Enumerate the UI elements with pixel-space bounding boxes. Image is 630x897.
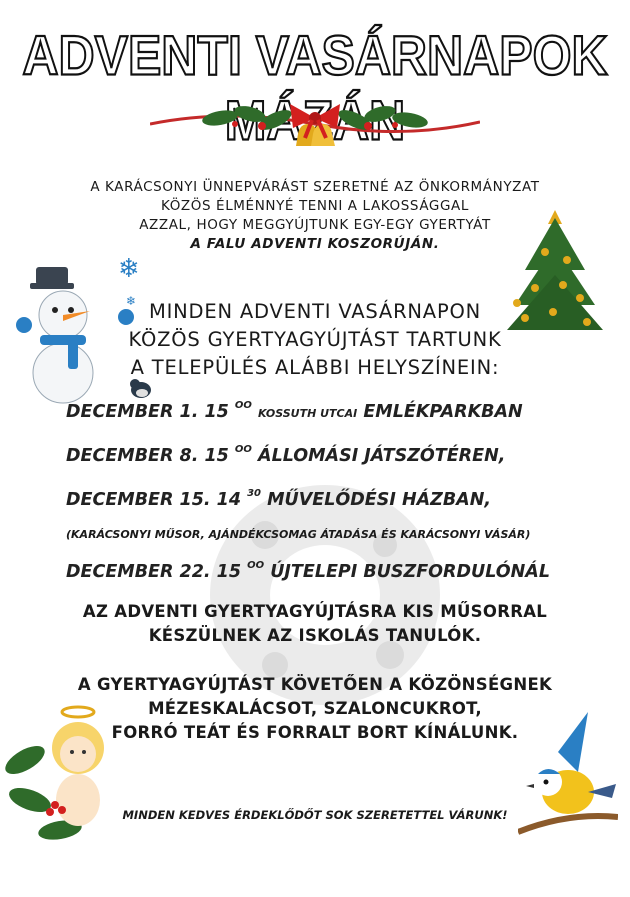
event-place-prefix: KOSSUTH UTCAI xyxy=(258,407,358,420)
event-date: DECEMBER 8. 15 xyxy=(66,446,229,466)
event-place: MŰVELŐDÉSI HÁZBAN, xyxy=(267,490,492,510)
event-dec-8 xyxy=(66,444,626,466)
event-time-sup: OO xyxy=(234,444,252,455)
small-bird-icon xyxy=(126,374,156,402)
holly-bells-garland xyxy=(150,98,480,164)
intro-line-4: A FALU ADVENTI KOSZORÚJÁN. xyxy=(190,236,440,252)
event-date: DECEMBER 1. 15 xyxy=(66,402,229,422)
event-place: ÚJTELEPI BUSZFORDULÓNÁL xyxy=(270,562,550,582)
event-dec-22 xyxy=(66,560,626,582)
poster-title: ADVENTI VASÁRNAPOK xyxy=(22,24,608,87)
event-date: DECEMBER 22. 15 xyxy=(66,562,241,582)
event-note: (KARÁCSONYI MŰSOR, AJÁNDÉKCSOMAG ÁTADÁSA ÉS KARÁCSONYI VÁSÁR) xyxy=(66,528,531,541)
event-time-sup: OO xyxy=(247,560,265,571)
heading-line-3: A TELEPÜLÉS ALÁBBI HELYSZÍNEIN: xyxy=(130,356,500,379)
heading-line-1: MINDEN ADVENTI VASÁRNAPON xyxy=(148,300,482,323)
event-place: EMLÉKPARKBAN xyxy=(363,402,523,422)
para2-line-2: MÉZESKALÁCSOT, SZALONCUKROT, xyxy=(148,699,482,718)
angel-holly-icon xyxy=(0,700,120,850)
intro-line-2: KÖZÖS ÉLMÉNNYÉ TENNI A LAKOSSÁGGAL xyxy=(160,198,469,214)
event-date: DECEMBER 15. 14 xyxy=(66,490,241,510)
blue-tit-bird-icon xyxy=(518,712,618,842)
intro-text xyxy=(60,178,570,254)
event-time-sup: 30 xyxy=(247,488,262,499)
para2-line-3: FORRÓ TEÁT ÉS FORRALT BORT KÍNÁLUNK. xyxy=(111,723,519,742)
closing-text: MINDEN KEDVES ÉRDEKLŐDŐT SOK SZERETETTEL VÁRUNK! xyxy=(122,808,508,822)
event-dec-1 xyxy=(66,400,626,422)
event-dec-15 xyxy=(66,488,626,510)
para1-line-1: AZ ADVENTI GYERTYAGYÚJTÁSRA KIS MŰSORRAL xyxy=(82,602,548,621)
para2-line-1: A GYERTYAGYÚJTÁST KÖVETŐEN A KÖZÖNSÉGNEK xyxy=(77,675,553,694)
heading-line-2: KÖZÖS GYERTYAGYÚJTÁST TARTUNK xyxy=(128,328,502,351)
schedule-heading xyxy=(90,298,540,382)
svg-text:❄: ❄ xyxy=(126,294,137,308)
intro-line-1: A KARÁCSONYI ÜNNEPVÁRÁST SZERETNÉ AZ ÖNKORMÁNYZAT xyxy=(90,179,540,195)
intro-line-3: AZZAL, HOGY MEGGYÚJTUNK EGY-EGY GYERTYÁT xyxy=(139,217,491,233)
svg-text:❄: ❄ xyxy=(118,255,140,284)
program-paragraph xyxy=(0,600,630,648)
para1-line-2: KÉSZÜLNEK AZ ISKOLÁS TANULÓK. xyxy=(148,626,482,645)
event-time-sup: OO xyxy=(234,400,252,411)
event-place: ÁLLOMÁSI JÁTSZÓTÉREN, xyxy=(258,446,506,466)
